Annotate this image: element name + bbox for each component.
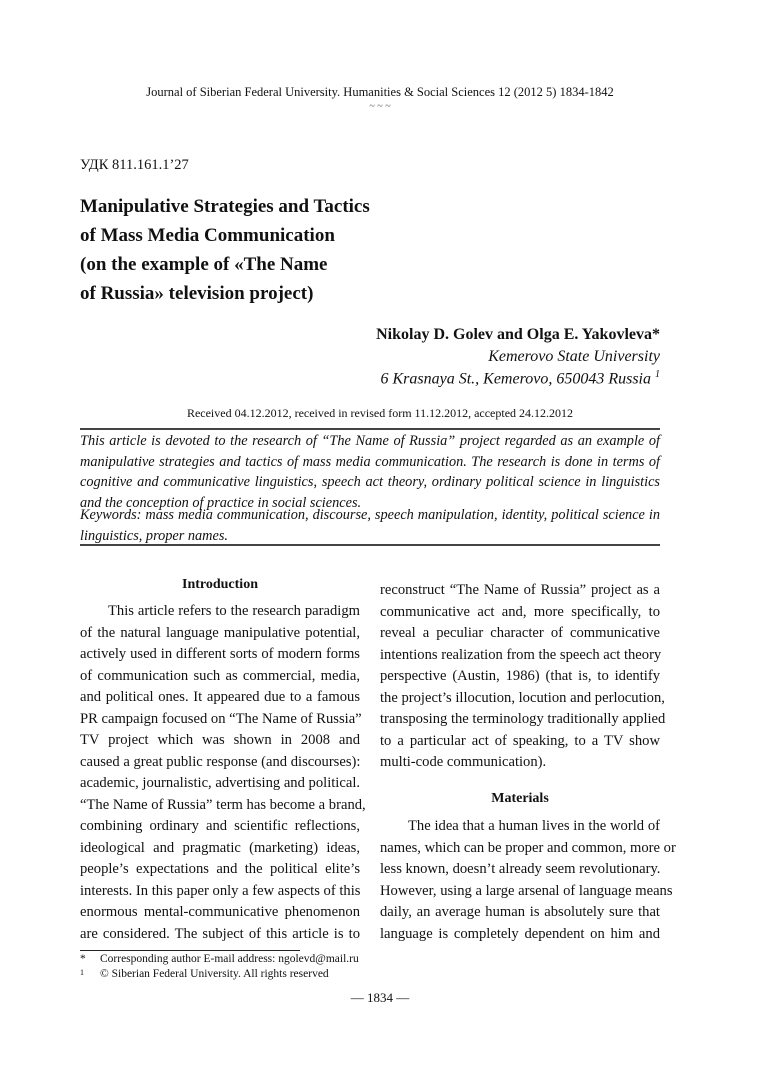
body-line: of the natural language manipulative potential, <box>80 624 360 641</box>
author-address: 6 Krasnaya St., Kemerovo, 650043 Russia $^1$ <box>380 369 660 388</box>
body-line: The idea that a human lives in the world of <box>408 818 660 834</box>
body-line: PR campaign focused on “The Name of Russia” <box>80 710 362 727</box>
body-line: people’s expectations and the political elite’s <box>80 861 360 877</box>
body-line: This article refers to the research paradigm <box>108 603 360 619</box>
body-line: combining ordinary and scientific reflections, <box>80 818 360 834</box>
keywords-line: Keywords: mass media communication, discourse, speech manipulation, identity, political science in <box>80 507 660 523</box>
title-line: Manipulative Strategies and Tactics <box>80 196 370 217</box>
body-line: the project’s illocution, locution and perlocution, <box>380 689 665 706</box>
body-line: communicative act and, more specifically, to <box>380 603 660 620</box>
keywords-line: linguistics, proper names. <box>80 527 228 544</box>
abstract-line: This article is devoted to the research of “The Name of Russia” project regarded as an example of <box>80 433 660 449</box>
footnote-text: Corresponding author E-mail address: ngolevd@mail.ru <box>100 953 359 965</box>
footnote-divider <box>80 950 300 951</box>
body-line: reconstruct “The Name of Russia” project as a <box>380 582 660 598</box>
section-heading-materials: Materials <box>491 791 549 806</box>
body-line: transposing the terminology traditionally applied <box>380 711 666 727</box>
received-dates: Received 04.12.2012, received in revised form 11.12.2012, accepted 24.12.2012 <box>186 406 574 420</box>
body-line: daily, an average human is absolutely sure that <box>380 904 660 920</box>
body-line: names, which can be proper and common, more or <box>380 839 676 856</box>
divider <box>80 544 660 546</box>
body-line: academic, journalistic, advertising and political. <box>80 775 361 791</box>
abstract-line: manipulative strategies and tactics of mass media communication. The research is done in terms of <box>80 453 660 470</box>
body-line: multi-code communication). <box>380 754 547 770</box>
body-line: However, using a large arsenal of language means <box>380 882 673 899</box>
udk-code: УДК 811.161.1’27 <box>80 157 189 173</box>
body-line: interests. In this paper only a few aspects of this <box>80 882 361 899</box>
body-line: perspective (Austin, 1986) (that is, to identify <box>380 668 660 684</box>
title-line: of Russia» television project) <box>80 283 314 304</box>
body-line: ideological and pragmatic (marketing) ideas, <box>80 839 360 856</box>
body-line: to a particular act of speaking, to a TV show <box>380 732 660 749</box>
footnote-mark: 1 <box>80 968 84 977</box>
body-line: are considered. The subject of this article is to <box>80 925 360 942</box>
title-line: (on the example of «The Name <box>80 254 328 275</box>
page-number: — 1834 — <box>350 990 410 1005</box>
body-line: enormous mental-communicative phenomenon <box>80 904 360 920</box>
abstract-line: and the conception of practice in social sciences. <box>80 494 362 511</box>
body-line: of communication such as commercial, media, <box>80 667 360 684</box>
body-line: actively used in different sorts of modern forms <box>80 646 360 662</box>
body-line: caused a great public response (and discourses): <box>80 753 361 770</box>
header-ornament: ~ ~ ~ <box>369 101 391 112</box>
section-heading-introduction: Introduction <box>182 577 258 592</box>
body-line: reveal a peculiar character of communicative <box>380 625 660 641</box>
footnote-text: © Siberian Federal University. All rights reserved <box>100 968 329 980</box>
body-line: intentions realization from the speech act theory <box>380 646 662 663</box>
body-line: TV project which was shown in 2008 and <box>80 732 360 748</box>
abstract-line: cognitive and communicative linguistics, speech act theory, ordinary political science in linguistics <box>80 474 660 490</box>
footnote-mark: * <box>80 953 86 965</box>
body-line: and political ones. It appeared due to a famous <box>80 689 360 705</box>
title-line: of Mass Media Communication <box>80 225 335 246</box>
journal-header: Journal of Siberian Federal University. Humanities & Social Sciences 12 (2012 5) 1834-1842 <box>146 85 614 99</box>
body-line: “The Name of Russia” term has become a brand, <box>80 796 366 813</box>
divider <box>80 428 660 430</box>
author-affiliation: Kemerovo State University <box>488 348 660 365</box>
body-line: language is completely dependent on him and <box>380 925 660 942</box>
body-line: less known, doesn’t already seem revolutionary. <box>380 861 661 877</box>
author-names: Nikolay D. Golev and Olga E. Yakovleva* <box>376 326 660 343</box>
